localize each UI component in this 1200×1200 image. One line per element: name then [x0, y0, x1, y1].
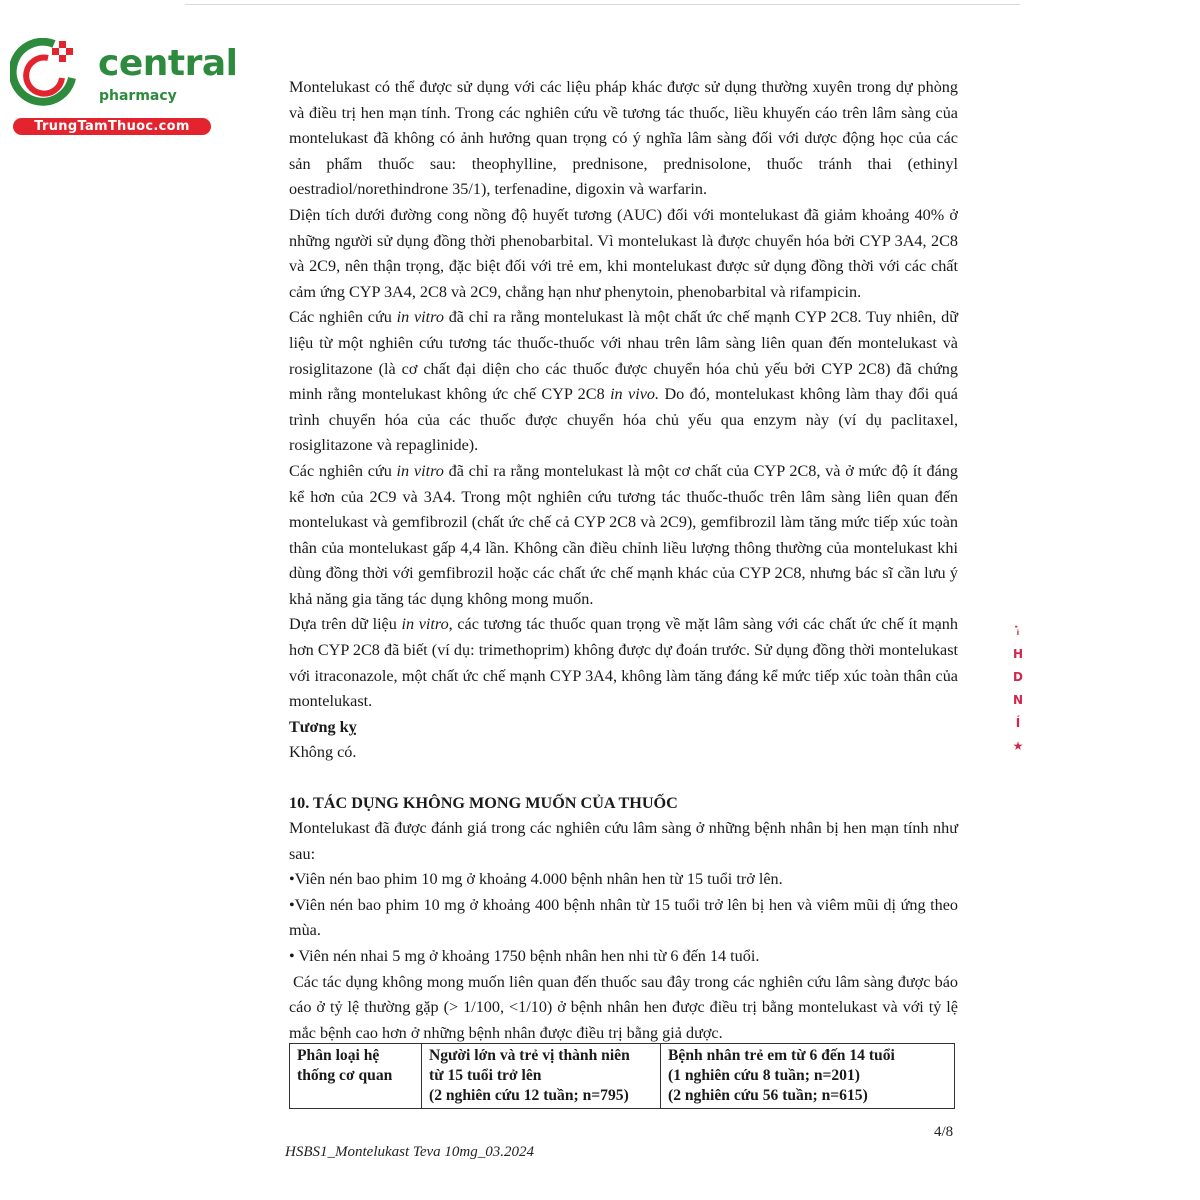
header-line: Phân loại hệ — [297, 1047, 380, 1064]
header-cell-adults — [422, 1044, 661, 1109]
italic-in-vitro: in vitro — [396, 308, 444, 327]
adverse-effects-table-wrapper — [289, 1043, 955, 1109]
pharmacy-logo-icon — [10, 38, 80, 108]
bullet-item: •Viên nén bao phim 10 mg ở khoảng 400 bệnh nhân từ 15 tuổi trở lên bị hen và viêm mũi dị ứng theo mùa. — [289, 895, 958, 940]
bullet-item: • Viên nén nhai 5 mg ở khoảng 1750 bệnh nhân hen nhi từ 6 đến 14 tuổi. — [289, 947, 760, 965]
incompatibility-text: Không có. — [289, 743, 357, 762]
header-line: (2 nghiên cứu 12 tuần; n=795) — [429, 1087, 629, 1104]
footer-document-id: HSBS1_Montelukast Teva 10mg_03.2024 — [285, 1144, 535, 1160]
header-line: (2 nghiên cứu 56 tuần; n=615) — [668, 1087, 868, 1104]
central-pharmacy-logo — [10, 38, 238, 138]
section-10-intro: Montelukast đã được đánh giá trong các nghiên cứu lâm sàng ở những bệnh nhân bị hen mạn tính như sau: — [289, 819, 958, 863]
logo-subtitle: pharmacy — [99, 88, 177, 104]
header-line: thống cơ quan — [297, 1067, 393, 1084]
paragraph-in-vitro-data: Dựa trên dữ liệu in vitro, các tương tác thuốc quan trọng về mặt lâm sàng với các chất ức chế ít mạnh hơn CYP 2C8 đã biết (ví dụ: trimethoprim) không được dự đoán trước. Sử dụng đồng thời montelukast với itraconazole, một chất ức chế mạnh CYP 3A4, không làm tăng đáng kể mức tiếp xúc toàn thân của montelukast. — [289, 615, 958, 711]
section-10-heading: 10. TÁC DỤNG KHÔNG MONG MUỐN CỦA THUỐC — [289, 794, 678, 813]
italic-in-vitro: in vitro — [401, 615, 449, 634]
paragraph-auc-phenobarbital: Diện tích dưới đường cong nồng độ huyết tương (AUC) đối với montelukast đã giảm khoảng 40% ở những người sử dụng đồng thời phenobarbital. Vì montelukast là được chuyển hóa bởi CYP 3A4, 2C8 và 2C9, nên thận trọng, đặc biệt đối với trẻ em, khi montelukast được sử dụng đồng thời với các chất cảm ứng CYP 3A4, 2C8 và 2C9, chẳng hạn như phenytoin, phenobarbital và rifampicin. — [289, 205, 958, 301]
logo-website-link[interactable]: TrungTamThuoc.com — [13, 118, 211, 135]
header-cell-children — [661, 1044, 955, 1109]
header-line: Bệnh nhân trẻ em từ 6 đến 14 tuổi — [668, 1047, 895, 1064]
stamp-char: D — [1013, 670, 1023, 684]
header-line: Người lớn và trẻ vị thành niên — [429, 1047, 630, 1064]
italic-in-vivo: in vivo. — [610, 385, 660, 404]
incompatibility-heading: Tương kỵ — [289, 717, 357, 736]
star-icon: ★ — [1012, 739, 1024, 753]
stamp-char: N — [1012, 693, 1024, 707]
adverse-effects-table — [289, 1043, 955, 1109]
bullet-item: •Viên nén bao phim 10 mg ở khoảng 4.000 bệnh nhân hen từ 15 tuổi trở lên. — [289, 870, 783, 889]
red-stamp-fragment — [1006, 620, 1030, 770]
stamp-char: H — [1012, 647, 1024, 661]
stamp-char: Í — [1015, 716, 1021, 730]
italic-in-vitro: in vitro — [396, 461, 444, 480]
logo-brand-name: central — [98, 43, 238, 84]
page-number: 4/8 — [934, 1124, 954, 1140]
document-body — [289, 75, 958, 1046]
stamp-char: ᵢ̇ — [1016, 624, 1020, 638]
section-10-summary: Các tác dụng không mong muốn liên quan đến thuốc sau đây trong các nghiên cứu lâm sàng được báo cáo ở tỷ lệ thường gặp (> 1/100, <1/10) ở bệnh nhân hen được điều trị bằng montelukast và với tỷ lệ mắc bệnh cao hơn ở những bệnh nhân được điều trị bằng giả dược. — [289, 972, 958, 1042]
paragraph-cyp2c8-inhibitor: Các nghiên cứu in vitro đã chỉ ra rằng montelukast là một chất ức chế mạnh CYP 2C8. Tuy nhiên, dữ liệu từ một nghiên cứu tương tác thuốc-thuốc với nhau trên lâm sàng liên quan đến montelukast và rosiglitazone (là cơ chất đại diện cho các thuốc được chuyển hóa chủ yếu bởi CYP 2C8) đã chứng minh rằng montelukast không ức chế CYP 2C8 in vivo. Do đó, montelukast không làm thay đổi quá trình chuyển hóa của các thuốc được chuyển hóa chủ yếu qua enzym này (ví dụ paclitaxel, rosiglitazone và repaglinide). — [289, 308, 958, 455]
paragraph-drug-interactions-intro: Montelukast có thể được sử dụng với các liệu pháp khác được sử dụng thường xuyên trong dự phòng và điều trị hen mạn tính. Trong các nghiên cứu về tương tác thuốc, liều khuyến cáo trên lâm sàng của montelukast đã không có ảnh hưởng quan trọng có ý nghĩa lâm sàng đối với dược động học của các sản phẩm thuốc sau: theophylline, prednisone, prednisolone, thuốc tránh thai (ethinyl oestradiol/norethindrone 35/1), terfenadine, digoxin và warfarin. — [289, 78, 958, 199]
top-page-rule — [185, 4, 1020, 5]
table-header-row — [290, 1044, 955, 1109]
header-cell-organ-system — [290, 1044, 422, 1109]
header-line: từ 15 tuổi trở lên — [429, 1067, 542, 1084]
header-line: (1 nghiên cứu 8 tuần; n=201) — [668, 1067, 860, 1084]
paragraph-cyp2c8-substrate: Các nghiên cứu in vitro đã chỉ ra rằng montelukast là một cơ chất của CYP 2C8, và ở mức độ ít đáng kể hơn của 2C9 và 3A4. Trong một nghiên cứu tương tác thuốc-thuốc trên lâm sàng liên quan đến montelukast và gemfibrozil (chất ức chế cả CYP 2C8 và 2C9), gemfibrozil làm tăng mức tiếp xúc toàn thân của montelukast gấp 4,4 lần. Không cần điều chỉnh liều lượng thông thường của montelukast khi dùng đồng thời với gemfibrozil hoặc các chất ức chế mạnh khác của CYP 2C8, nhưng bác sĩ cần lưu ý khả năng gia tăng tác dụng không mong muốn. — [289, 461, 958, 608]
